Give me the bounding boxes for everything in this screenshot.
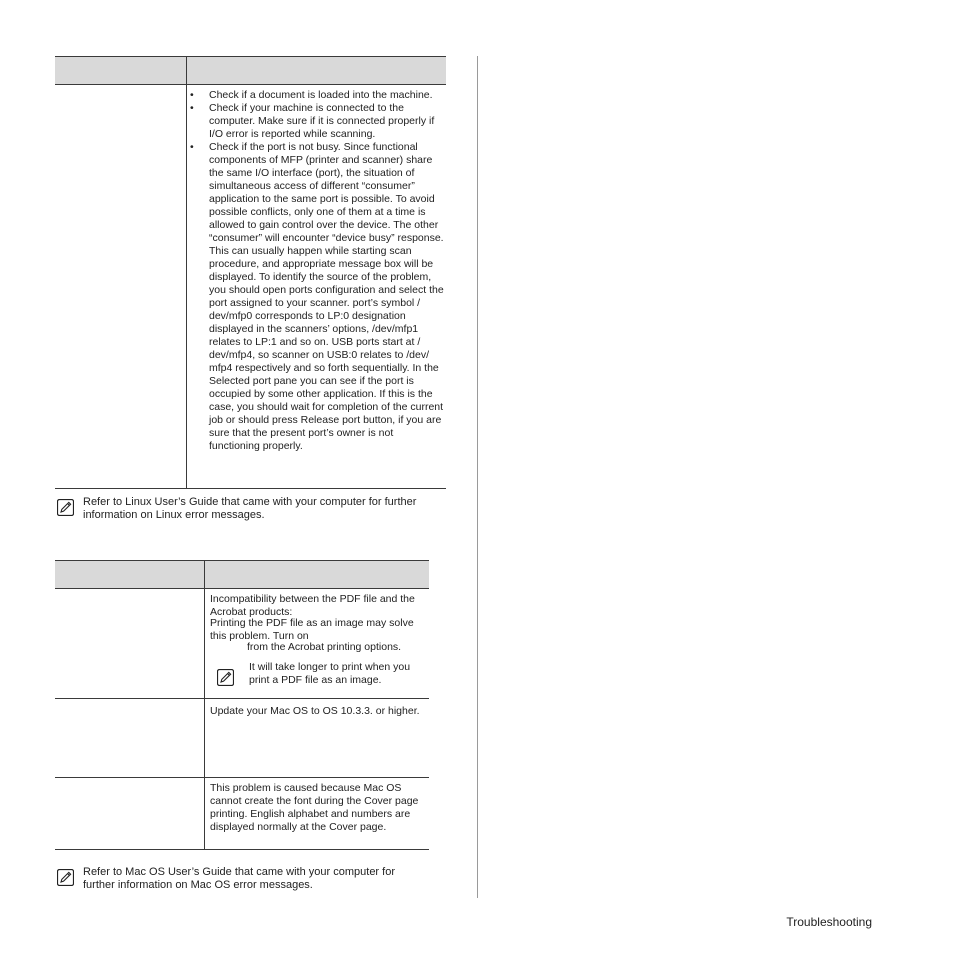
page-footer-section: Troubleshooting bbox=[786, 915, 872, 929]
linux-bullet-1: • Check if a document is loaded into the machine. bbox=[188, 89, 446, 102]
note-pencil-icon bbox=[57, 869, 74, 886]
linux-bullet-2: • Check if your machine is connected to the computer. Make sure if it is connected properly if I/O error is reported while scanning. bbox=[188, 102, 446, 141]
linux-bullet-3: • Check if the port is not busy. Since functional components of MFP (printer and scanner) share the same I/O interface (port), the situation of simultaneous access of different “consumer” application to the same port is possible. To avoid possible conflicts, only one of them at a time is allowed to gain control over the device. The other “consumer” will encounter “device busy” response. This can usually happen while starting scan procedure, and appropriate message box will be displayed. To identify the source of the problem, you should open ports configuration and select the port assigned to your scanner. port’s symbol / dev/mfp0 corresponds to LP:0 designation displayed in the scanners’ options, /dev/mfp1 relates to LP:1 and so on. USB ports start at / dev/mfp4, so scanner on USB:0 relates to /dev/ mfp4 respectively and so forth sequentially. In the Selected port pane you can see if the port is occupied by some other application. If this is the case, you should wait for completion of the current job or should press Release port button, if you are sure that the present port’s owner is not functioning properly. bbox=[188, 141, 446, 453]
linux-note-text: Refer to Linux User’s Guide that came with your computer for further information on Linux error messages. bbox=[83, 496, 417, 521]
mac-note-text: Refer to Mac OS User’s Guide that came with your computer for further information on Mac OS error messages. bbox=[83, 866, 395, 891]
note-pencil-icon bbox=[217, 669, 234, 686]
linux-table-header bbox=[55, 57, 446, 84]
mac-row1-text-b: Printing the PDF file as an image may solve this problem. Turn on bbox=[210, 617, 414, 642]
mac-row1-text-c: from the Acrobat printing options. bbox=[247, 641, 402, 653]
mac-row3-text: This problem is caused because Mac OS cannot create the font during the Cover page printing. English alphabet and numbers are displayed normally at the Cover page. bbox=[210, 782, 419, 833]
mac-row2-text: Update your Mac OS to OS 10.3.3. or higher. bbox=[210, 705, 420, 717]
mac-row1-note: It will take longer to print when you print a PDF file as an image. bbox=[249, 661, 411, 686]
linux-row-solution bbox=[188, 89, 446, 453]
mac-row1-text-a: Incompatibility between the PDF file and the Acrobat products: bbox=[210, 593, 415, 618]
note-pencil-icon bbox=[57, 499, 74, 516]
column-divider bbox=[477, 56, 478, 898]
mac-table-header bbox=[55, 561, 429, 588]
